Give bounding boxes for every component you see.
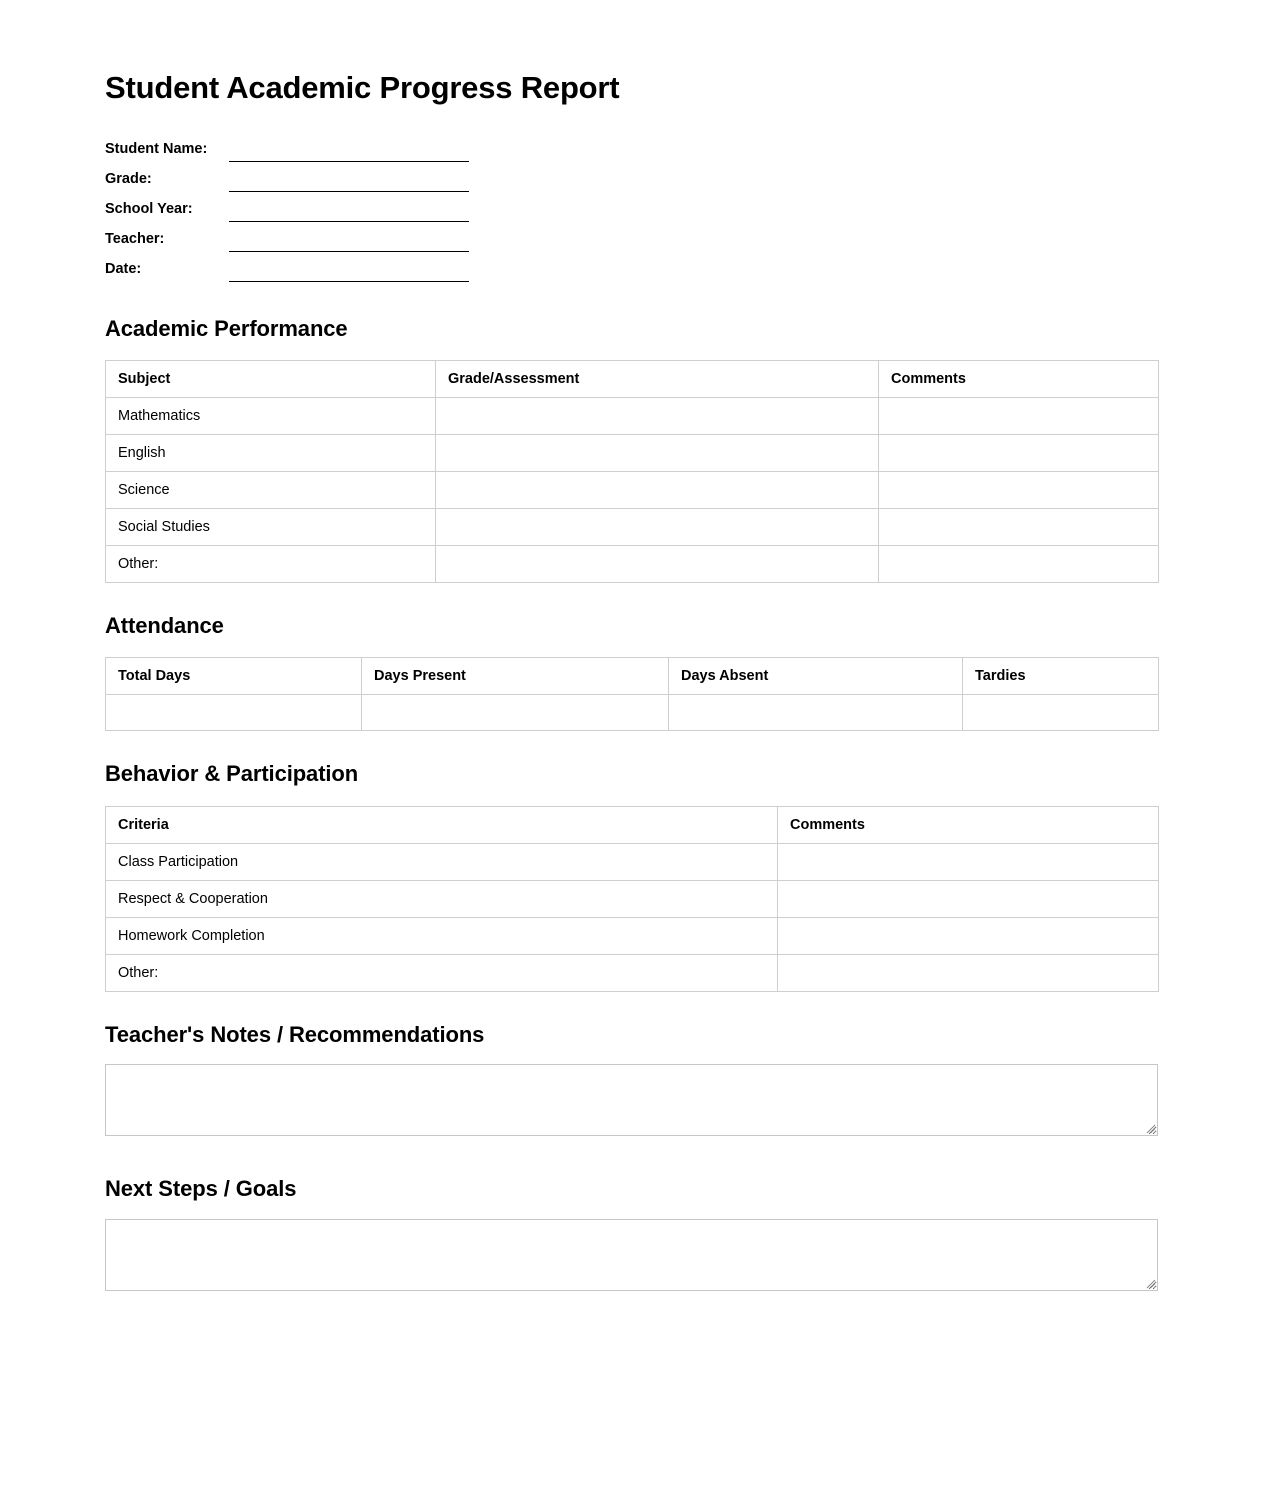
form-row-grade: [105, 162, 1158, 192]
cell-subject: Science: [106, 472, 436, 509]
next-steps-textarea[interactable]: [105, 1219, 1158, 1291]
cell-subject: Mathematics: [106, 398, 436, 435]
input-grade-value: [229, 173, 469, 191]
teacher-notes-wrapper: [105, 1064, 1158, 1136]
student-info-form: [105, 132, 1158, 282]
label-grade: Grade:: [105, 170, 152, 187]
col-header-subject: Subject: [106, 361, 436, 398]
cell-subject: Other:: [106, 546, 436, 583]
table-row: [106, 880, 1159, 917]
col-header-tardies: Tardies: [963, 658, 1159, 695]
heading-teacher-notes: Teacher's Notes / Recommendations: [105, 1021, 485, 1047]
label-student-name: Student Name:: [105, 140, 208, 157]
form-row-school-year: [105, 192, 1158, 222]
input-grade[interactable]: [229, 173, 469, 192]
table-row: [106, 954, 1159, 991]
table-attendance: [105, 657, 1159, 731]
cell-subject: English: [106, 435, 436, 472]
cell-comments[interactable]: [778, 917, 1159, 954]
heading-next-steps: Next Steps / Goals: [105, 1176, 297, 1202]
cell-total-days[interactable]: [106, 695, 362, 731]
table-header-row: [106, 658, 1159, 695]
cell-grade-assessment[interactable]: [436, 472, 879, 509]
table-row: [106, 472, 1159, 509]
heading-attendance: Attendance: [105, 613, 224, 639]
col-header-criteria: Criteria: [106, 806, 778, 843]
form-row-teacher: [105, 222, 1158, 252]
table-row: [106, 509, 1159, 546]
table-behavior-participation: [105, 806, 1159, 992]
cell-grade-assessment[interactable]: [436, 509, 879, 546]
cell-comments[interactable]: [879, 435, 1159, 472]
section-teacher-notes: [105, 1022, 1158, 1136]
cell-comments[interactable]: [778, 880, 1159, 917]
cell-criteria: Homework Completion: [106, 917, 778, 954]
cell-comments[interactable]: [778, 954, 1159, 991]
cell-grade-assessment[interactable]: [436, 435, 879, 472]
table-row: [106, 435, 1159, 472]
input-school-year-value: [229, 203, 469, 221]
cell-comments[interactable]: [879, 509, 1159, 546]
cell-criteria: Class Participation: [106, 843, 778, 880]
input-teacher[interactable]: [229, 233, 469, 252]
col-header-total-days: Total Days: [106, 658, 362, 695]
section-behavior-participation: [105, 761, 1158, 991]
heading-academic-performance: Academic Performance: [105, 315, 348, 341]
cell-days-absent[interactable]: [669, 695, 963, 731]
col-header-comments: Comments: [778, 806, 1159, 843]
table-row: [106, 546, 1159, 583]
cell-tardies[interactable]: [963, 695, 1159, 731]
cell-criteria: Respect & Cooperation: [106, 880, 778, 917]
label-school-year: School Year:: [105, 200, 193, 217]
page-title: Student Academic Progress Report: [105, 70, 620, 105]
cell-grade-assessment[interactable]: [436, 546, 879, 583]
cell-comments[interactable]: [879, 472, 1159, 509]
teacher-notes-textarea[interactable]: [105, 1064, 1158, 1136]
cell-subject: Social Studies: [106, 509, 436, 546]
input-date-value: [229, 263, 469, 281]
col-header-days-present: Days Present: [362, 658, 669, 695]
table-header-row: [106, 806, 1159, 843]
col-header-grade-assessment: Grade/Assessment: [436, 361, 879, 398]
next-steps-wrapper: [105, 1219, 1158, 1291]
table-row: [106, 917, 1159, 954]
table-academic-performance: [105, 360, 1159, 583]
form-row-student-name: [105, 132, 1158, 162]
section-next-steps: [105, 1176, 1158, 1290]
cell-criteria: Other:: [106, 954, 778, 991]
table-header-row: [106, 361, 1159, 398]
cell-comments[interactable]: [778, 843, 1159, 880]
cell-comments[interactable]: [879, 546, 1159, 583]
input-student-name-value: [229, 143, 469, 161]
input-teacher-value: [229, 233, 469, 251]
heading-behavior-participation: Behavior & Participation: [105, 761, 359, 787]
section-academic-performance: [105, 316, 1158, 583]
cell-comments[interactable]: [879, 398, 1159, 435]
table-row: [106, 843, 1159, 880]
table-row: [106, 398, 1159, 435]
form-row-date: [105, 252, 1158, 282]
input-date[interactable]: [229, 263, 469, 282]
col-header-days-absent: Days Absent: [669, 658, 963, 695]
input-student-name[interactable]: [229, 143, 469, 162]
label-date: Date:: [105, 260, 142, 277]
cell-grade-assessment[interactable]: [436, 398, 879, 435]
cell-days-present[interactable]: [362, 695, 669, 731]
col-header-comments: Comments: [879, 361, 1159, 398]
label-teacher: Teacher:: [105, 230, 165, 247]
input-school-year[interactable]: [229, 203, 469, 222]
section-attendance: [105, 613, 1158, 731]
table-row: [106, 695, 1159, 731]
